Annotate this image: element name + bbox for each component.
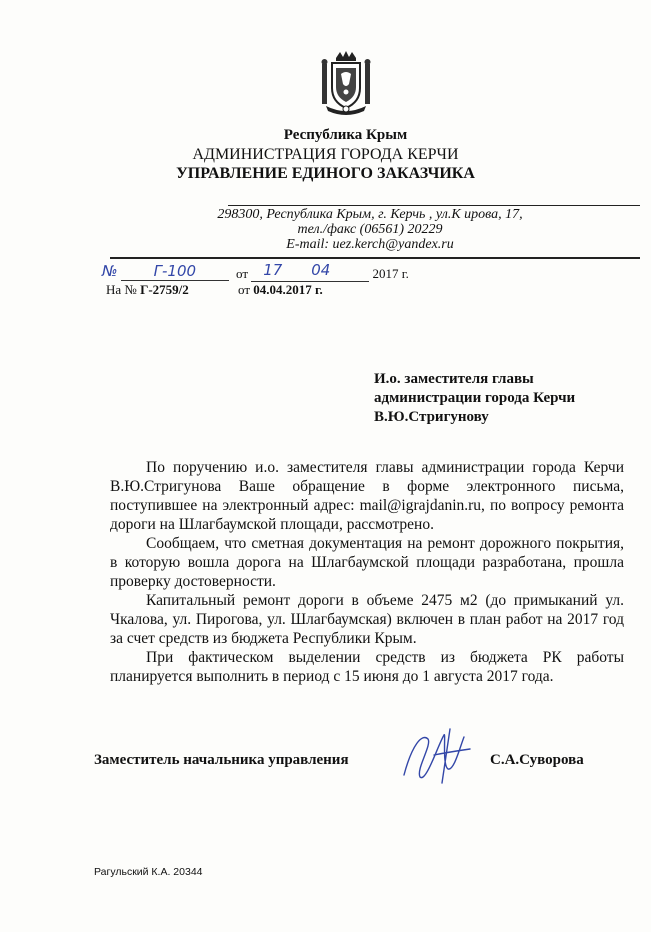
contact-email: E-mail: uez.kerch@yandex.ru bbox=[286, 237, 454, 252]
outgoing-year: 2017 г. bbox=[372, 266, 409, 281]
body-paragraph-1: По поручению и.о. заместителя главы администрации города Керчи В.Ю.Стригунова Ваше обращение в форме электронного письма, поступившее на электронный адрес: mail@igrajdanin.ru, по вопросу ремонта дороги на Шлагбаумской площади, рассмотрено. bbox=[110, 459, 624, 533]
outgoing-date bbox=[236, 261, 409, 282]
addressee-line-2: администрации города Керчи bbox=[374, 390, 576, 406]
outgoing-date-day: 17 bbox=[263, 261, 283, 279]
outgoing-date-month: 04 bbox=[311, 261, 331, 279]
contact-phone: тел./факс (06561) 20229 bbox=[297, 222, 443, 237]
header-department: УПРАВЛЕНИЕ ЕДИНОГО ЗАКАЗЧИКА bbox=[176, 165, 475, 182]
crimea-emblem-icon bbox=[316, 50, 376, 116]
body-paragraph-2: Сообщаем, что сметная документация на ремонт дорожного покрытия, в которую вошла дорога на Шлагбаумской площади разработана, прошла проверку достоверности. bbox=[110, 535, 624, 590]
outgoing-reference bbox=[102, 262, 229, 281]
incoming-date bbox=[238, 282, 323, 298]
addressee-block bbox=[374, 370, 575, 427]
outgoing-date-label: от bbox=[236, 266, 249, 281]
contact-address: 298300, Республика Крым, г. Керчь , ул.К ирова, 17, bbox=[217, 207, 523, 222]
outgoing-number-label: № bbox=[102, 262, 118, 280]
body-paragraph-3: Капитальный ремонт дороги в объеме 2475 м2 (до примыканий ул. Чкалова, ул. Пирогова, ул. Шлагбаумская) включен в план работ на 2017 год за счет средств из бюджета Республики Крым. bbox=[110, 592, 624, 647]
handwritten-signature bbox=[398, 725, 478, 787]
header-administration: АДМИНИСТРАЦИЯ ГОРОДА КЕРЧИ bbox=[192, 146, 459, 163]
outgoing-number: Г-100 bbox=[121, 262, 229, 281]
signer-title: Заместитель начальника управления bbox=[94, 752, 349, 768]
incoming-reference bbox=[106, 282, 189, 298]
header-republic: Республика Крым bbox=[283, 127, 408, 143]
incoming-date-label: от bbox=[238, 282, 251, 297]
addressee-line-1: И.о. заместителя главы bbox=[374, 371, 534, 387]
outgoing-date-field bbox=[251, 261, 369, 282]
contact-divider bbox=[110, 257, 640, 259]
signer-name: С.А.Суворова bbox=[490, 752, 584, 768]
body-paragraph-4: При фактическом выделении средств из бюджета РК работы планируется выполнить в период с 15 июня до 1 августа 2017 года. bbox=[110, 649, 624, 685]
incoming-number: Г-2759/2 bbox=[140, 282, 189, 297]
addressee-line-3: В.Ю.Стригунову bbox=[374, 409, 489, 425]
incoming-number-label: На № bbox=[106, 282, 137, 297]
header-divider bbox=[228, 205, 640, 206]
incoming-date-value: 04.04.2017 г. bbox=[253, 282, 323, 297]
letter-body bbox=[110, 458, 624, 686]
executor-info: Рагульский К.А. 20344 bbox=[94, 866, 203, 878]
